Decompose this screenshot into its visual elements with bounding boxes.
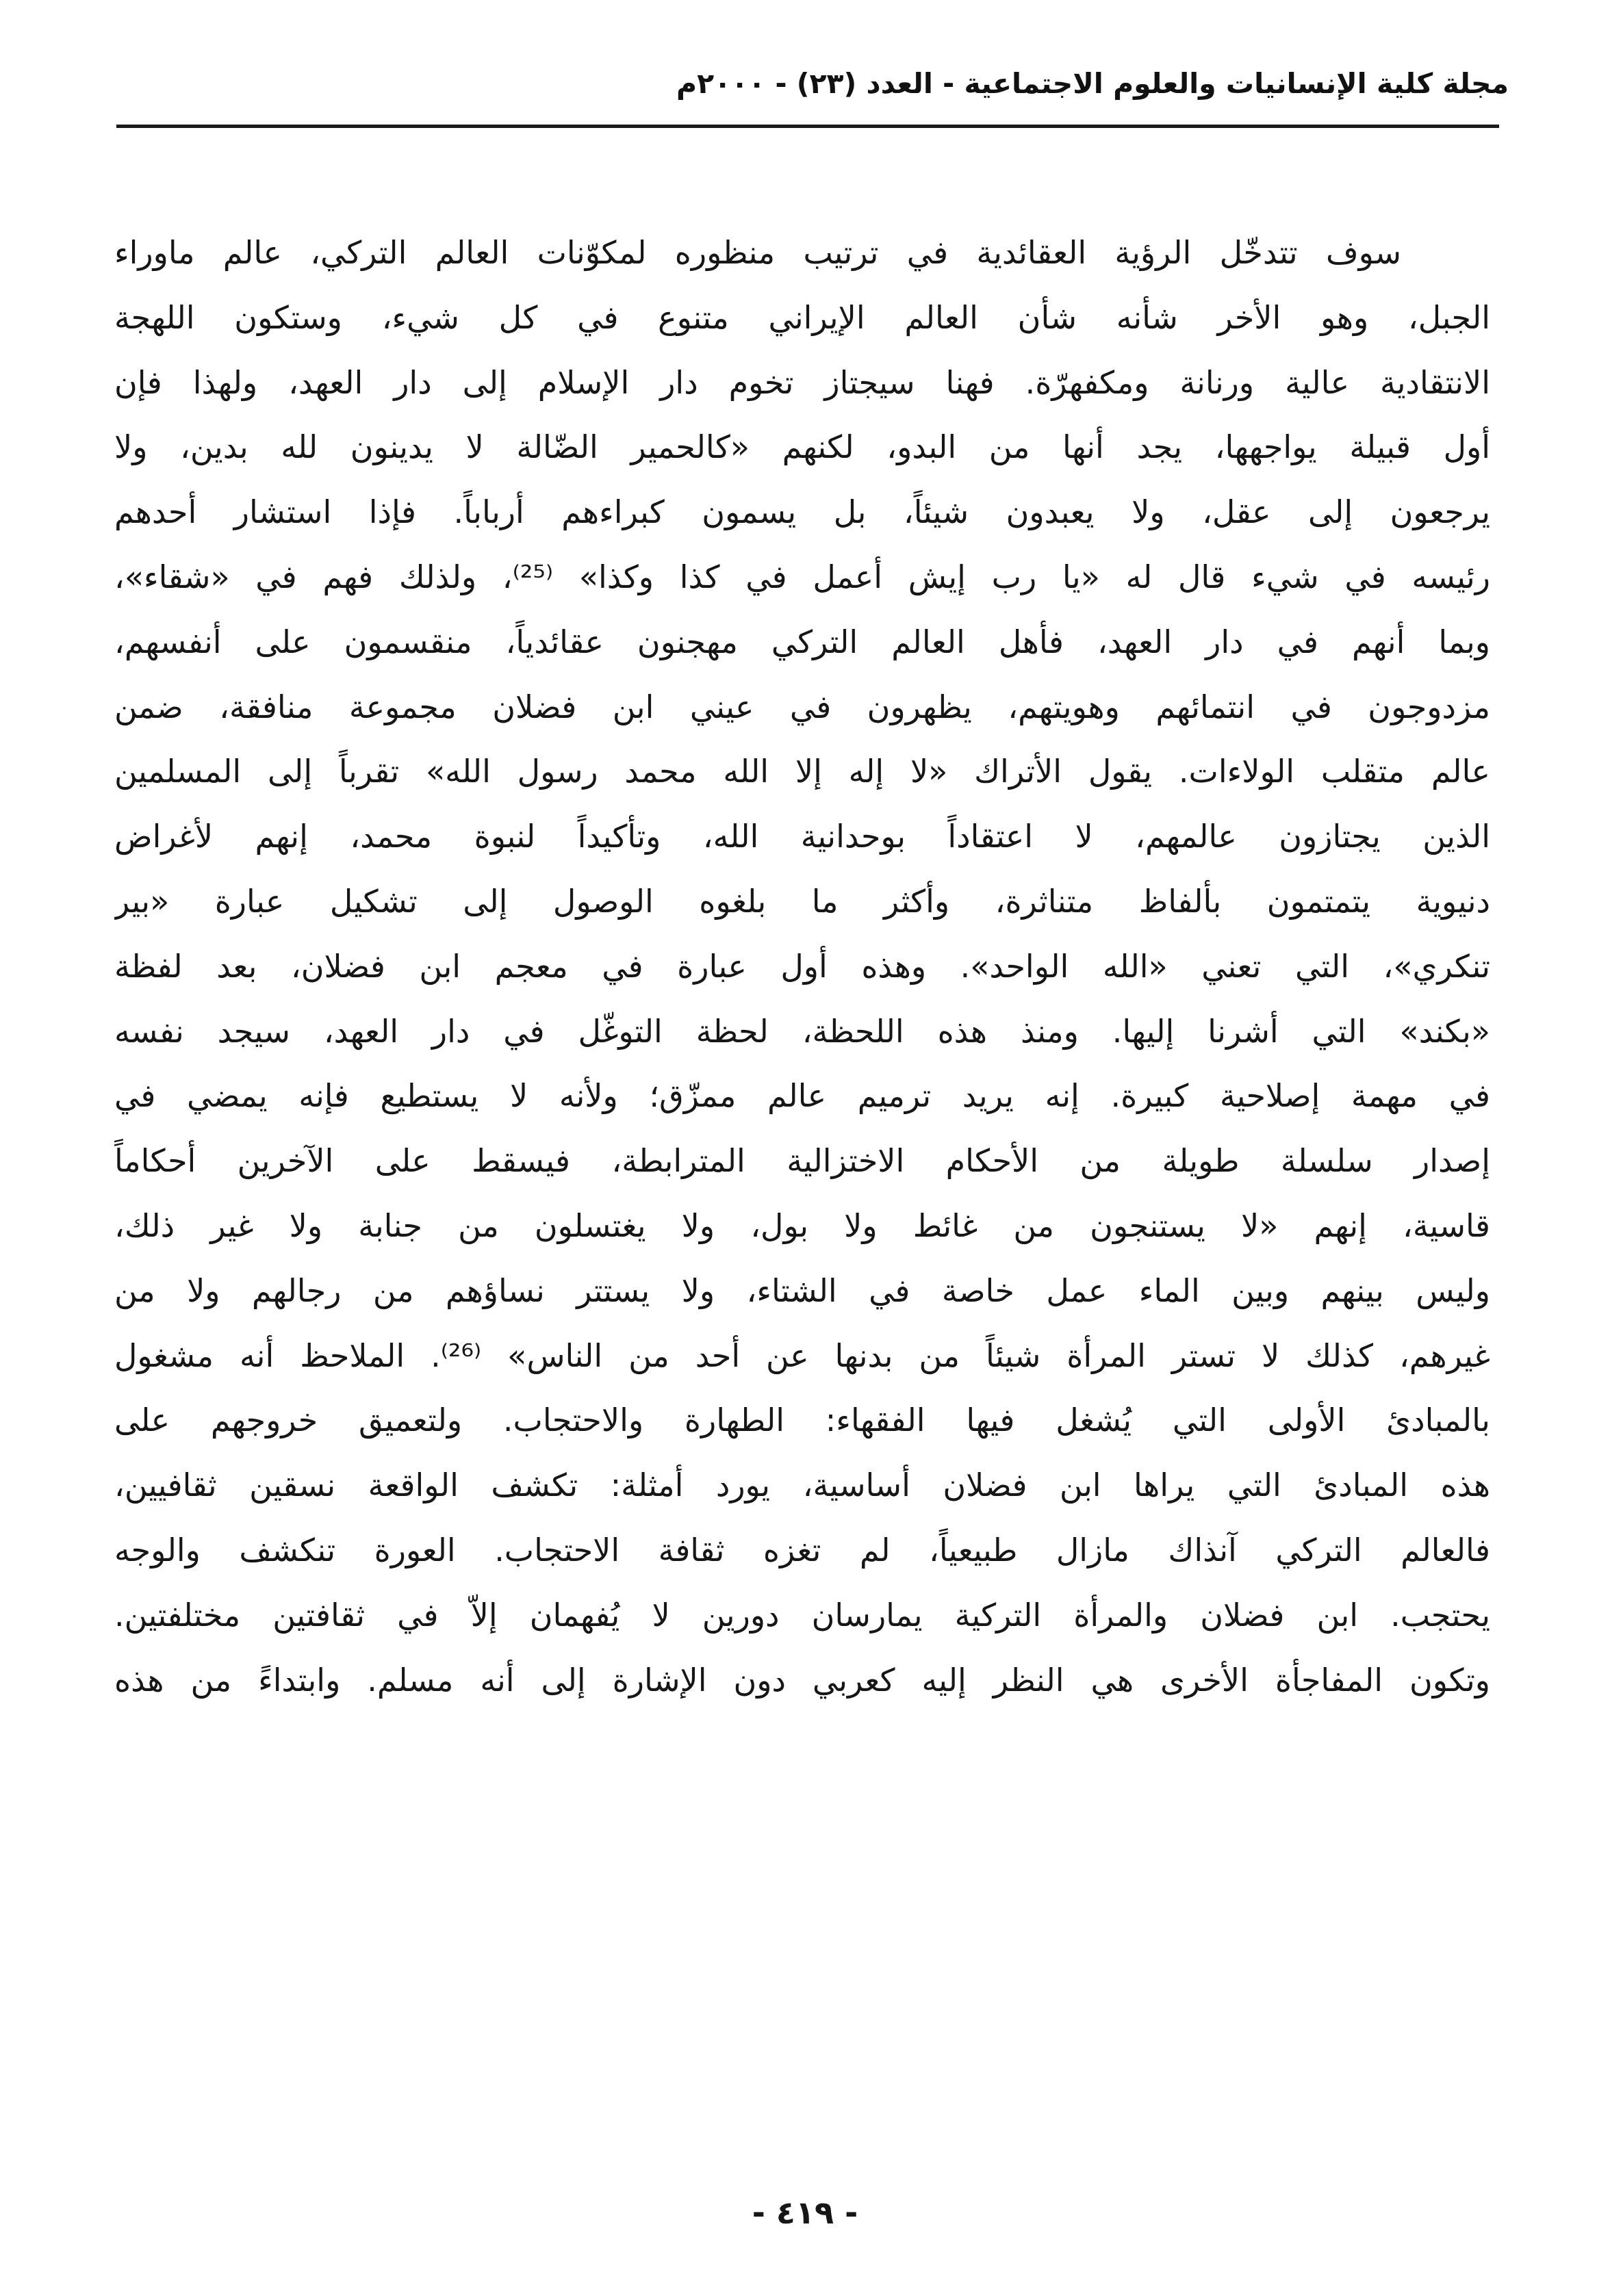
running-header: مجلة كلية الإنسانيات والعلوم الاجتماعية - العدد (٢٣) - ٢٠٠٠م — [676, 67, 1509, 100]
text-line: دنيوية يتمتمون بألفاظ متناثرة، وأكثر ما بلغوه الوصول إلى تشكيل عبارة «بير — [114, 882, 1490, 920]
text-line: الذين يجتازون عالمهم، لا اعتقاداً بوحدانية الله، وتأكيداً لنبوة محمد، إنهم لأغراض — [114, 818, 1490, 855]
text-line: يحتجب. ابن فضلان والمرأة التركية يمارسان دورين لا يُفهمان إلاّ في ثقافتين مختلفتين. — [114, 1596, 1490, 1634]
text-line: مزدوجون في انتمائهم وهويتهم، يظهرون في عيني ابن فضلان مجموعة منافقة، ضمن — [114, 688, 1490, 725]
text-line: وبما أنهم في دار العهد، فأهل العالم التركي مهجنون عقائدياً، منقسمون على أنفسهم، — [114, 623, 1490, 660]
page-number: - ٤١٩ - — [752, 2194, 858, 2231]
text-line: بالمبادئ الأولى التي يُشغل فيها الفقهاء: الطهارة والاحتجاب. ولتعميق خروجهم على — [114, 1402, 1490, 1439]
text-line: رئيسه في شيء قال له «يا رب إيش أعمل في كذا وكذا» ⁽²⁵⁾، ولذلك فهم في «شقاء»، — [114, 558, 1490, 595]
text-line: الجبل، وهو الأخر شأنه شأن العالم الإيراني متنوع في كل شيء، وستكون اللهجة — [114, 298, 1490, 336]
text-line: عالم متقلب الولاءات. يقول الأتراك «لا إله إلا الله محمد رسول الله» تقرباً إلى المسلمين — [114, 753, 1490, 790]
text-line: «بكند» التي أشرنا إليها. ومنذ هذه اللحظة، لحظة التوغّل في دار العهد، سيجد نفسه — [114, 1012, 1490, 1050]
text-line: في مهمة إصلاحية كبيرة. إنه يريد ترميم عالم ممزّق؛ ولأنه لا يستطيع فإنه يمضي في — [114, 1077, 1490, 1115]
text-line: هذه المبادئ التي يراها ابن فضلان أساسية، يورد أمثلة: تكشف الواقعة نسقين ثقافيين، — [114, 1467, 1490, 1504]
text-line: وتكون المفاجأة الأخرى هي النظر إليه كعربي دون الإشارة إلى أنه مسلم. وابتداءً من هذه — [114, 1661, 1490, 1699]
text-line: يرجعون إلى عقل، ولا يعبدون شيئاً، بل يسمون كبراءهم أرباباً. فإذا استشار أحدهم — [114, 493, 1490, 531]
text-line: غيرهم، كذلك لا تستر المرأة شيئاً من بدنها عن أحد من الناس» ⁽²⁶⁾. الملاحظ أنه مشغول — [114, 1337, 1490, 1374]
text-line: تنكري»، التي تعني «الله الواحد». وهذه أول عبارة في معجم ابن فضلان، بعد لفظة — [114, 947, 1490, 985]
text-line: قاسية، إنهم «لا يستنجون من غائط ولا بول، ولا يغتسلون من جنابة ولا غير ذلك، — [114, 1207, 1490, 1244]
body-text — [114, 220, 1490, 1712]
text-line: وليس بينهم وبين الماء عمل خاصة في الشتاء، ولا يستتر نساؤهم من رجالهم ولا من — [114, 1272, 1490, 1309]
text-line: سوف تتدخّل الرؤية العقائدية في ترتيب منظوره لمكوّنات العالم التركي، عالم ماوراء — [114, 234, 1401, 271]
text-line: فالعالم التركي آنذاك مازال طبيعياً، لم تغزه ثقافة الاحتجاب. العورة تنكشف والوجه — [114, 1531, 1490, 1569]
header-rule — [116, 125, 1499, 128]
text-line: إصدار سلسلة طويلة من الأحكام الاختزالية المترابطة، فيسقط على الآخرين أحكاماً — [114, 1142, 1490, 1180]
text-line: أول قبيلة يواجهها، يجد أنها من البدو، لكنهم «كالحمير الضّالة لا يدينون لله بدين، ولا — [114, 428, 1490, 466]
text-line: الانتقادية عالية ورنانة ومكفهرّة. فهنا سيجتاز تخوم دار الإسلام إلى دار العهد، ولهذا فإن — [114, 363, 1490, 401]
